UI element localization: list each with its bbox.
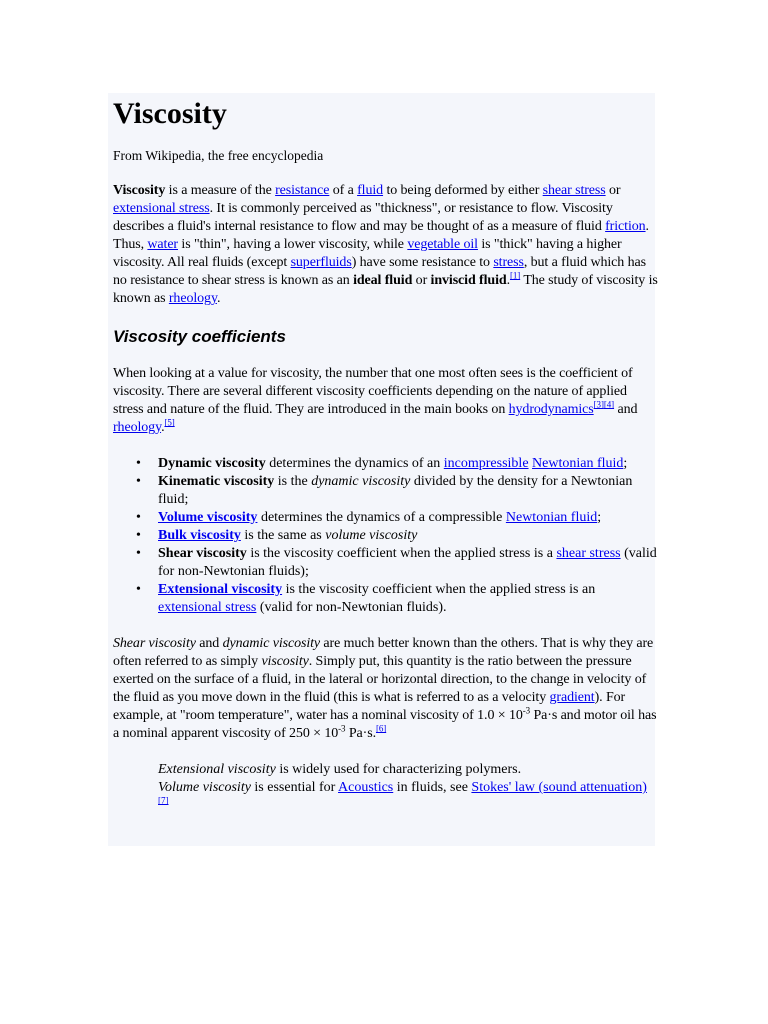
text: or xyxy=(412,273,431,288)
text: to being deformed by either xyxy=(383,183,543,198)
text: Pa·s and motor oil has a nominal apparent viscosity of 250 × 10 xyxy=(113,708,657,741)
list-item xyxy=(136,527,658,545)
link-resistance[interactable]: resistance xyxy=(275,183,330,198)
list-item xyxy=(136,581,658,617)
quote-line xyxy=(158,779,658,815)
link-shear-stress[interactable]: shear stress xyxy=(556,546,621,561)
text: of a xyxy=(329,183,358,198)
text: , but a fluid which has no resistance to shear stress is known as an xyxy=(113,255,646,288)
term-kinematic-viscosity: Kinematic viscosity xyxy=(158,474,275,489)
link-shear-stress[interactable]: shear stress xyxy=(542,183,606,198)
term-shear-viscosity: Shear viscosity xyxy=(158,546,247,561)
text: The study of viscosity is known as xyxy=(113,273,658,306)
link-extensional-stress[interactable]: extensional stress xyxy=(113,201,210,216)
link-stress[interactable]: stress xyxy=(493,255,524,270)
text: (valid for non-Newtonian fluids); xyxy=(158,546,657,579)
section-heading: Viscosity coefficients xyxy=(113,327,286,346)
text: is the viscosity coefficient when the applied stress is a xyxy=(246,546,557,561)
text: When looking at a value for viscosity, the number that one most often sees is the coefficient of viscosity. There are several different viscosity coefficients depending on the nature of applied stress and nature of the fluid. They are introduced in the main books on xyxy=(113,366,633,417)
text: and xyxy=(195,636,223,651)
text: or xyxy=(605,183,621,198)
link-bulk-viscosity[interactable]: Bulk viscosity xyxy=(158,528,241,543)
emphasis: dynamic viscosity xyxy=(222,636,321,651)
article-content xyxy=(113,93,658,815)
link-rheology[interactable]: rheology xyxy=(168,291,217,306)
shear-viscosity-paragraph xyxy=(113,635,658,743)
list-item xyxy=(136,509,658,527)
text: ) have some resistance to xyxy=(351,255,494,270)
link-newtonian-fluid[interactable]: Newtonian fluid xyxy=(532,456,624,471)
list-item xyxy=(136,455,658,473)
reference-link-4[interactable]: [4] xyxy=(603,399,615,410)
link-newtonian-fluid[interactable]: Newtonian fluid xyxy=(505,510,598,525)
link-acoustics[interactable]: Acoustics xyxy=(338,780,394,795)
emphasis: Shear viscosity xyxy=(113,636,196,651)
link-hydrodynamics[interactable]: hydrodynamics xyxy=(508,402,594,417)
term-dynamic-viscosity: Dynamic viscosity xyxy=(158,456,266,471)
bullet-icon: • xyxy=(136,474,141,489)
text: and xyxy=(614,402,638,417)
link-stokes-law[interactable]: Stokes' law (sound attenuation) xyxy=(471,780,647,795)
bullet-icon: • xyxy=(136,528,141,543)
term-inviscid-fluid: inviscid fluid xyxy=(430,273,507,288)
quote-line xyxy=(158,761,658,779)
link-volume-viscosity[interactable]: Volume viscosity xyxy=(158,510,258,525)
emphasis: Extensional viscosity xyxy=(158,762,276,777)
reference-link-3[interactable]: [3] xyxy=(593,399,604,410)
bullet-icon: • xyxy=(136,510,141,525)
text: . It is commonly perceived as "thickness", or resistance to flow. Viscosity describes a fluid's internal resistance to flow and may be thought of as a measure of fluid xyxy=(113,201,613,234)
text: determines the dynamics of a compressible xyxy=(257,510,506,525)
reference-link-1[interactable]: [1] xyxy=(509,270,521,281)
reference-link-6[interactable]: [6] xyxy=(375,723,387,734)
text: ; xyxy=(623,456,628,471)
text: . Simply put, this quantity is the ratio between the pressure exerted on the surface of a fluid, in the lateral or horizontal direction, to the change in velocity of the fluid as you move down in the fluid (this is what is referred to as a velocity xyxy=(113,654,647,705)
text: ). For example, at "room temperature", water has a nominal viscosity of 1.0 × 10 xyxy=(113,690,626,723)
text: . xyxy=(506,273,510,288)
intro-paragraph xyxy=(113,182,658,308)
text: . Thus, xyxy=(113,219,649,252)
link-vegetable-oil[interactable]: vegetable oil xyxy=(407,237,478,252)
link-water[interactable]: water xyxy=(147,237,178,252)
text: are much better known than the others. That is why they are often referred to as simply xyxy=(113,636,654,669)
link-incompressible[interactable]: incompressible xyxy=(443,456,529,471)
text: ; xyxy=(597,510,602,525)
list-item xyxy=(136,545,658,581)
emphasis: volume viscosity xyxy=(325,528,418,543)
emphasis: viscosity xyxy=(261,654,309,669)
exponent: -3 xyxy=(522,705,531,716)
text: is "thin", having a lower viscosity, while xyxy=(178,237,408,252)
text: in fluids, see xyxy=(393,780,472,795)
link-extensional-viscosity[interactable]: Extensional viscosity xyxy=(158,582,283,597)
reference-link-7[interactable]: [7] xyxy=(158,795,169,806)
text: divided by the density for a Newtonian fluid; xyxy=(158,474,633,507)
link-gradient[interactable]: gradient xyxy=(549,690,595,705)
link-extensional-stress[interactable]: extensional stress xyxy=(158,600,257,615)
link-superfluids[interactable]: superfluids xyxy=(290,255,352,270)
viscosity-types-list xyxy=(113,455,658,617)
text: is the xyxy=(274,474,312,489)
exponent: -3 xyxy=(338,723,346,734)
text: Pa·s. xyxy=(345,726,376,741)
page-title: Viscosity xyxy=(113,97,227,130)
text: (valid for non-Newtonian fluids). xyxy=(256,600,447,615)
text: is a measure of the xyxy=(165,183,276,198)
list-item xyxy=(136,473,658,509)
text: . xyxy=(216,291,221,306)
text: is widely used for characterizing polymers. xyxy=(275,762,522,777)
text: is "thick" having a higher viscosity. All real fluids (except xyxy=(113,237,622,270)
emphasis: Volume viscosity xyxy=(158,780,251,795)
bullet-icon: • xyxy=(136,456,141,471)
text: is essential for xyxy=(250,780,339,795)
coefficients-paragraph xyxy=(113,365,658,437)
bullet-icon: • xyxy=(136,546,141,561)
term-viscosity: Viscosity xyxy=(113,183,166,198)
emphasis: dynamic viscosity xyxy=(311,474,411,489)
text: . xyxy=(161,420,165,435)
text: determines the dynamics of an xyxy=(265,456,444,471)
text: is the viscosity coefficient when the applied stress is an xyxy=(282,582,596,597)
term-ideal-fluid: ideal fluid xyxy=(353,273,413,288)
link-rheology[interactable]: rheology xyxy=(113,420,162,435)
indented-quote xyxy=(158,761,658,815)
bullet-icon: • xyxy=(136,582,141,597)
reference-link-5[interactable]: [5] xyxy=(164,417,175,428)
link-fluid[interactable]: fluid xyxy=(357,183,384,198)
link-friction[interactable]: friction xyxy=(605,219,646,234)
text: is the same as xyxy=(240,528,326,543)
page-subtitle: From Wikipedia, the free encyclopedia xyxy=(113,148,324,163)
